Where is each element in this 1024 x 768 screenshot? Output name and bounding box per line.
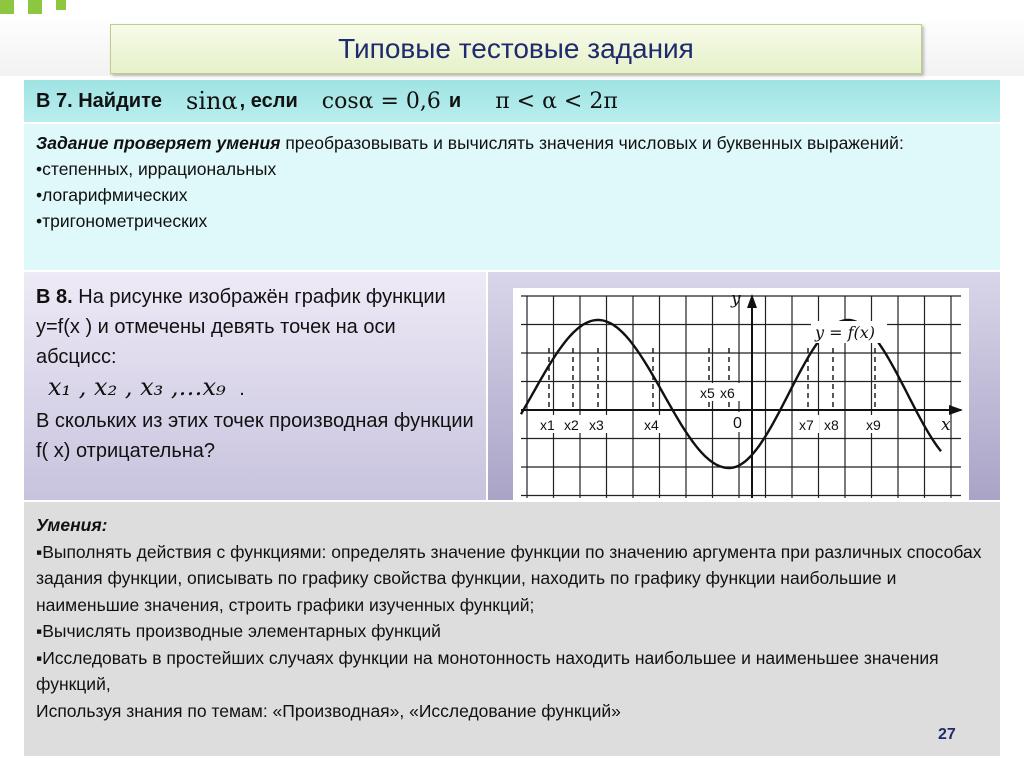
task-b8-points-expr: x₁ , x₂ , x₃ ,…x₉ <box>48 373 226 401</box>
skills-b7-lead <box>36 130 988 156</box>
origin-label: 0 <box>733 415 742 432</box>
skills-b7-item: •степенных, иррациональных <box>36 159 277 179</box>
point-label: x1 <box>540 417 555 433</box>
skills-b7-block <box>24 124 1000 270</box>
skills-b7-lead-italic: Задание проверяет умения <box>36 133 281 153</box>
task-b8-label: В 8. <box>36 286 73 308</box>
graph-svg <box>513 288 969 504</box>
slide-title: Типовые тестовые задания <box>338 33 694 64</box>
task-b7-sep1: , если <box>239 89 298 112</box>
point-label: x5 <box>700 385 715 401</box>
skills-b8-heading <box>36 512 988 539</box>
task-b7-expr-sin: sinα <box>186 87 238 115</box>
skills-b7-lead-rest: преобразовывать и вычислять значения числовых и буквенных выражений: <box>280 133 904 153</box>
skills-b7-item: •тригонометрических <box>36 211 208 231</box>
task-b7-sep2: и <box>448 89 462 112</box>
task-b7-expr-range: π < α < 2π <box>495 88 618 114</box>
function-graph <box>513 288 969 504</box>
skills-b8-heading-text: Умения: <box>36 515 108 535</box>
corner-square <box>28 0 42 14</box>
point-label: x8 <box>824 417 839 433</box>
task-b7-expr-cos: cosα = 0,6 <box>321 88 441 114</box>
point-label: x3 <box>589 417 604 433</box>
task-b8-intro <box>36 282 474 372</box>
skills-b8-block <box>24 502 1000 756</box>
x-axis-arrow <box>949 405 963 415</box>
x-axis-label: x <box>941 415 951 435</box>
skills-b8-item: ▪Исследовать в простейших случаях функции на монотонность находить наибольшее и наименьшее значения функций, <box>36 647 939 694</box>
task-b8-points-line <box>36 372 474 406</box>
point-label: x6 <box>720 385 735 401</box>
page-number: 27 <box>938 726 956 743</box>
task-b8-text-cell <box>24 272 486 500</box>
task-b7-label: В 7. Найдите <box>36 89 163 112</box>
skills-b8-item: ▪Выполнять действия с функциями: определять значение функции по значению аргумента при различных способах задания функции, описывать по графику свойства функции, находить по графику функции наибольшие и наименьшие значения, строить графики изученных функций; <box>36 541 982 615</box>
point-label: x7 <box>799 417 814 433</box>
task-b7-row <box>24 80 1000 122</box>
y-axis-label: y <box>731 289 741 309</box>
title-box <box>110 24 922 74</box>
task-b8-question: В скольких из этих точек производная функции f( x) отрицательна? <box>36 410 474 462</box>
graph-grid <box>521 296 961 498</box>
task-b8-text1: На рисунке изображён график функции y=f(x ) и отмечены девять точек на оси абсцисс: <box>36 286 446 368</box>
task-b8-dot: . <box>239 378 245 400</box>
skills-b8-item: ▪Вычислять производные элементарных функций <box>36 621 441 641</box>
corner-square <box>56 0 66 10</box>
skills-b8-footer: Используя знания по темам: «Производная», «Исследование функций» <box>36 700 621 721</box>
skills-b7-item: •логарифмических <box>36 185 188 205</box>
point-label: x4 <box>644 417 659 433</box>
point-label: x2 <box>564 417 579 433</box>
corner-square <box>0 0 14 14</box>
point-label: x9 <box>866 417 881 433</box>
function-label: y = f(x) <box>815 323 876 342</box>
